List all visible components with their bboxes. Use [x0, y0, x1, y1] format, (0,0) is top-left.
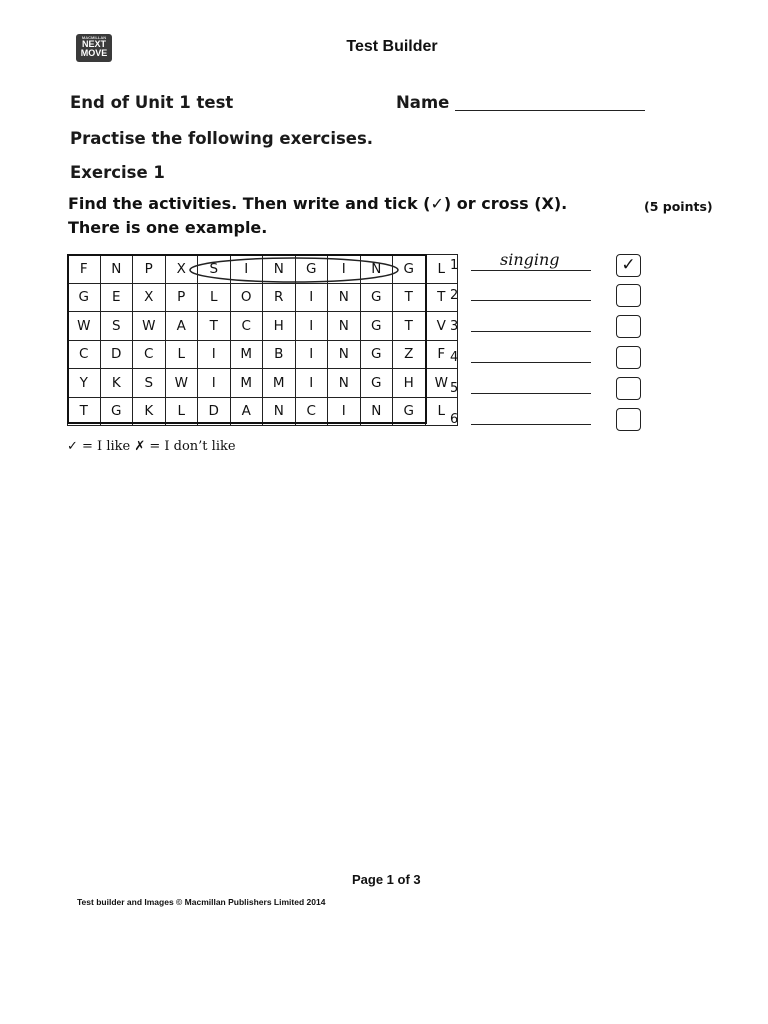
answer-number: 4 — [450, 350, 459, 365]
grid-cell[interactable]: E — [100, 283, 133, 312]
grid-cell[interactable]: G — [360, 283, 393, 312]
answer-write-line[interactable] — [471, 393, 591, 394]
page-number: Page 1 of 3 — [352, 872, 421, 887]
grid-cell[interactable]: I — [198, 340, 231, 369]
grid-cell[interactable]: L — [198, 283, 231, 312]
grid-cell[interactable]: G — [68, 283, 101, 312]
grid-cell[interactable]: T — [68, 397, 101, 426]
header-title: Test Builder — [346, 38, 438, 55]
name-write-line[interactable] — [455, 110, 645, 111]
grid-row — [68, 397, 458, 426]
grid-cell[interactable]: G — [360, 312, 393, 341]
grid-row — [68, 283, 458, 312]
grid-cell[interactable]: S — [100, 312, 133, 341]
grid-cell[interactable]: I — [198, 369, 231, 398]
grid-cell[interactable]: W — [425, 369, 458, 398]
grid-cell[interactable]: B — [263, 340, 296, 369]
tick-box[interactable] — [616, 377, 641, 400]
tick-box[interactable]: ✓ — [616, 254, 641, 277]
grid-cell[interactable]: X — [165, 255, 198, 284]
logo-line-2: MOVE — [80, 48, 108, 58]
grid-cell[interactable]: I — [328, 255, 361, 284]
grid-cell[interactable]: C — [230, 312, 263, 341]
tick-box[interactable] — [616, 346, 641, 369]
grid-cell[interactable]: W — [165, 369, 198, 398]
grid-cell[interactable]: G — [393, 255, 426, 284]
grid-cell[interactable]: M — [263, 369, 296, 398]
grid-cell[interactable]: O — [230, 283, 263, 312]
grid-cell[interactable]: L — [165, 397, 198, 426]
example-circle-icon — [187, 255, 402, 285]
grid-cell[interactable]: N — [328, 369, 361, 398]
grid-cell[interactable]: G — [100, 397, 133, 426]
tick-box[interactable] — [616, 408, 641, 431]
grid-cell[interactable]: A — [230, 397, 263, 426]
grid-cell[interactable]: X — [133, 283, 166, 312]
logo-line-1: NEXT — [81, 39, 106, 49]
grid-cell[interactable]: G — [360, 369, 393, 398]
grid-cell[interactable]: G — [360, 340, 393, 369]
test-title: End of Unit 1 test — [70, 93, 234, 112]
grid-cell[interactable]: L — [425, 255, 458, 284]
grid-cell[interactable]: G — [295, 255, 328, 284]
grid-cell[interactable]: N — [328, 312, 361, 341]
answer-number: 1 — [450, 258, 459, 273]
grid-cell[interactable]: I — [295, 369, 328, 398]
tick-cross-key: ✓ = I like ✗ = I don’t like — [67, 439, 236, 454]
answer-write-line[interactable] — [471, 300, 591, 301]
grid-cell[interactable]: T — [393, 283, 426, 312]
grid-cell[interactable]: F — [68, 255, 101, 284]
example-answer: singing — [500, 250, 560, 269]
tick-box[interactable] — [616, 284, 641, 307]
grid-cell[interactable]: F — [425, 340, 458, 369]
grid-cell[interactable]: G — [393, 397, 426, 426]
points-label: (5 points) — [644, 199, 713, 214]
grid-cell[interactable]: T — [393, 312, 426, 341]
grid-cell[interactable]: P — [165, 283, 198, 312]
answer-write-line[interactable] — [471, 270, 591, 271]
grid-cell[interactable]: S — [198, 255, 231, 284]
grid-cell[interactable]: N — [263, 255, 296, 284]
grid-cell[interactable]: C — [295, 397, 328, 426]
grid-cell[interactable]: D — [100, 340, 133, 369]
grid-cell[interactable]: A — [165, 312, 198, 341]
answer-number: 3 — [450, 319, 459, 334]
grid-cell[interactable]: K — [100, 369, 133, 398]
grid-cell[interactable]: I — [295, 312, 328, 341]
grid-cell[interactable]: R — [263, 283, 296, 312]
answer-number: 2 — [450, 288, 459, 303]
grid-cell[interactable]: Z — [393, 340, 426, 369]
grid-cell[interactable]: H — [393, 369, 426, 398]
answer-number: 5 — [450, 381, 459, 396]
grid-cell[interactable]: T — [198, 312, 231, 341]
grid-cell[interactable]: C — [68, 340, 101, 369]
grid-cell[interactable]: K — [133, 397, 166, 426]
grid-cell[interactable]: N — [328, 283, 361, 312]
grid-cell[interactable]: N — [328, 340, 361, 369]
grid-cell[interactable]: L — [425, 397, 458, 426]
name-label: Name — [396, 93, 450, 112]
grid-cell[interactable]: M — [230, 340, 263, 369]
task-instruction-line-1: Find the activities. Then write and tick (✓) or cross (X). — [68, 194, 568, 213]
grid-cell[interactable]: P — [133, 255, 166, 284]
grid-cell[interactable]: N — [100, 255, 133, 284]
grid-cell[interactable]: I — [295, 283, 328, 312]
grid-cell[interactable]: I — [295, 340, 328, 369]
grid-cell[interactable]: D — [198, 397, 231, 426]
grid-cell[interactable]: L — [165, 340, 198, 369]
answer-write-line[interactable] — [471, 362, 591, 363]
grid-cell[interactable]: Y — [68, 369, 101, 398]
logo-small-text: MACMILLAN — [81, 35, 107, 40]
grid-cell[interactable]: S — [133, 369, 166, 398]
grid-cell[interactable]: N — [360, 255, 393, 284]
grid-cell[interactable]: M — [230, 369, 263, 398]
grid-row — [68, 340, 458, 369]
grid-row — [68, 369, 458, 398]
grid-cell[interactable]: W — [68, 312, 101, 341]
task-instruction-line-2: There is one example. — [68, 218, 268, 237]
grid-cell[interactable]: W — [133, 312, 166, 341]
answer-number: 6 — [450, 412, 459, 427]
tick-box[interactable] — [616, 315, 641, 338]
grid-cell[interactable]: T — [425, 283, 458, 312]
grid-cell[interactable]: C — [133, 340, 166, 369]
grid-cell[interactable]: V — [425, 312, 458, 341]
grid-cell[interactable]: N — [360, 397, 393, 426]
copyright: Test builder and Images © Macmillan Publishers Limited 2014 — [77, 897, 326, 907]
grid-row — [68, 312, 458, 341]
exercise-title: Exercise 1 — [70, 163, 165, 182]
instructions: Practise the following exercises. — [70, 129, 374, 148]
grid-cell[interactable]: I — [230, 255, 263, 284]
grid-cell[interactable]: H — [263, 312, 296, 341]
answer-write-line[interactable] — [471, 424, 591, 425]
answer-write-line[interactable] — [471, 331, 591, 332]
grid-cell[interactable]: I — [328, 397, 361, 426]
grid-cell[interactable]: N — [263, 397, 296, 426]
